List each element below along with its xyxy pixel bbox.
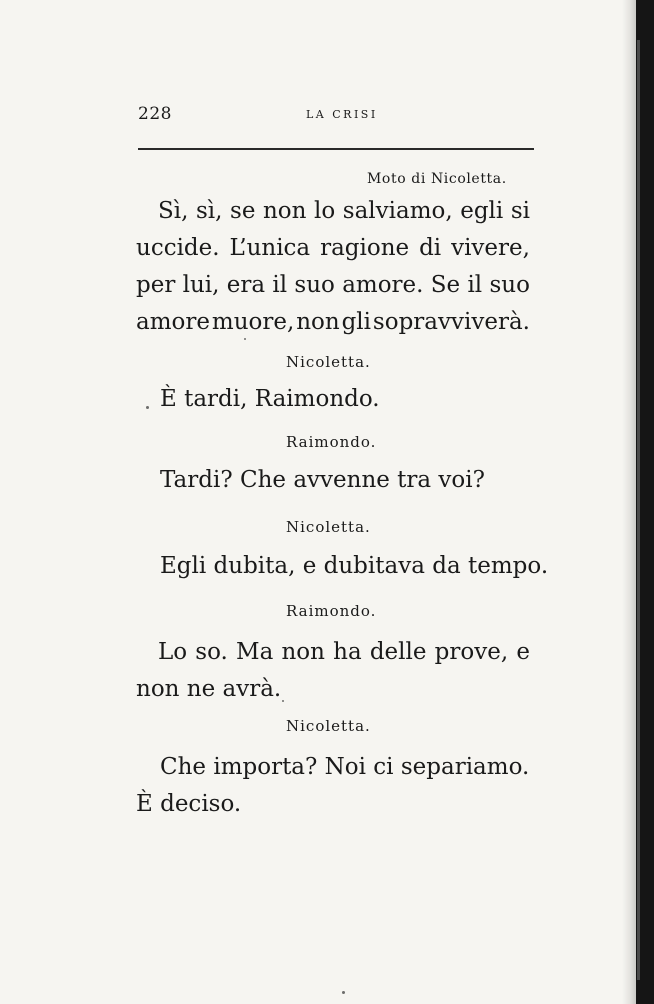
dialogue-line: È deciso. <box>136 791 242 817</box>
page-number: 228 <box>138 104 172 124</box>
dialogue-line: Egli dubita, e dubitava da tempo. <box>160 553 549 579</box>
running-head <box>138 104 534 128</box>
header-rule <box>138 148 534 150</box>
dialogue-line: È tardi, Raimondo. <box>160 386 380 412</box>
paper-speck <box>342 991 345 994</box>
speaker-name: Raimondo. <box>286 602 377 620</box>
dialogue-line: non ne avrà. <box>136 676 282 702</box>
binding-shadow <box>622 0 636 1004</box>
running-title: LA CRISI <box>306 108 378 121</box>
dialogue-line: Sì, sì, se non lo salviamo, egli si <box>158 198 530 224</box>
dialogue-line: amore muore, non gli sopravviverà. <box>136 309 530 335</box>
dialogue-line: per lui, era il suo amore. Se il suo <box>136 272 530 298</box>
speaker-name: Raimondo. <box>286 433 377 451</box>
speaker-name: Nicoletta. <box>286 353 371 371</box>
paper-speck <box>244 338 246 340</box>
dialogue-line: Lo so. Ma non ha delle prove, e <box>158 639 530 665</box>
dialogue-line: uccide. L’unica ragione di vivere, <box>136 235 530 261</box>
stage-direction: Moto di Nicoletta. <box>367 171 507 187</box>
paper-speck <box>282 700 284 702</box>
binding-highlight <box>637 40 640 980</box>
speaker-name: Nicoletta. <box>286 518 371 536</box>
dialogue-line: Che importa? Noi ci separiamo. <box>160 754 530 780</box>
paper-speck <box>146 406 149 409</box>
dialogue-line: Tardi? Che avvenne tra voi? <box>160 467 485 493</box>
speaker-name: Nicoletta. <box>286 717 371 735</box>
